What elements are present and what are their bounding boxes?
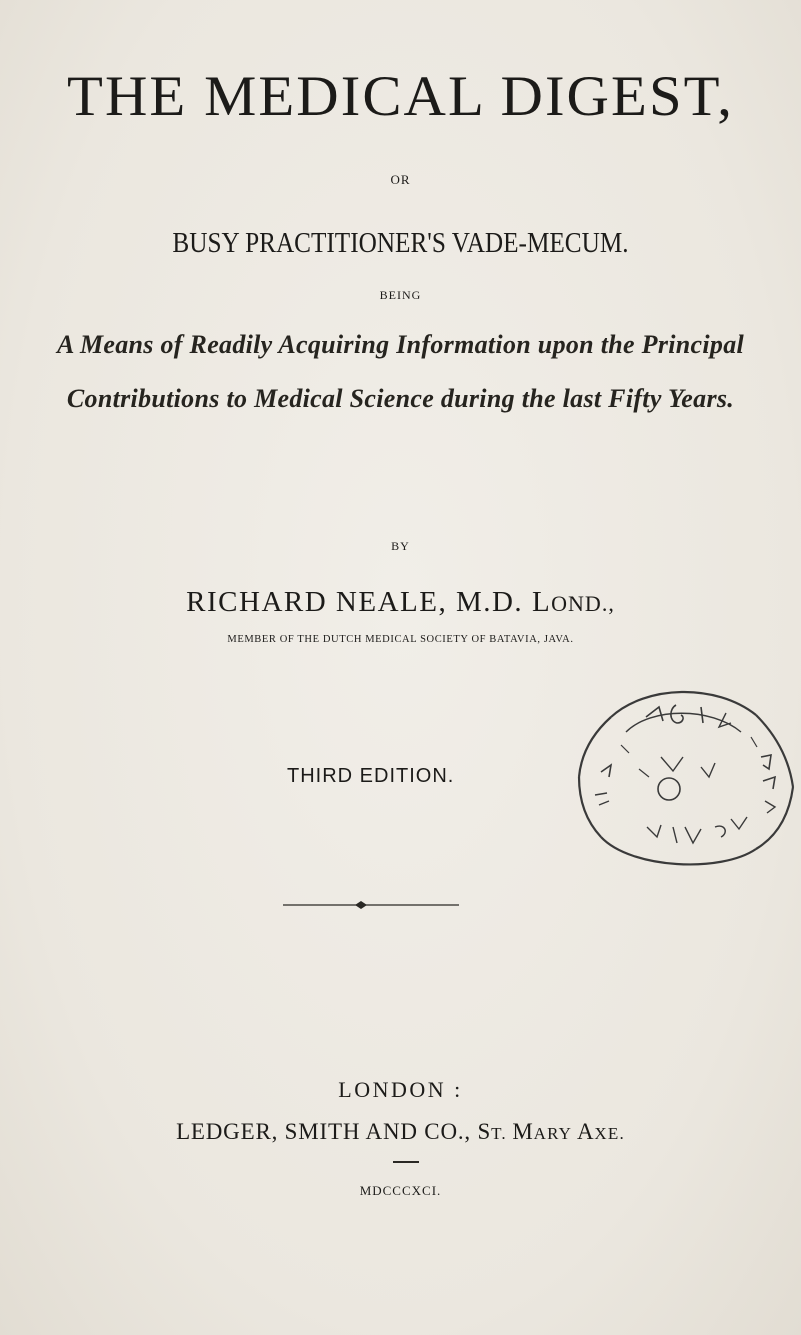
book-subtitle: BUSY PRACTITIONER'S VADE-MECUM.	[172, 227, 629, 259]
st-rest: T.	[491, 1124, 513, 1143]
mary-rest: ARY	[533, 1124, 577, 1143]
author-name: RICHARD NEALE, M.D.	[186, 586, 524, 618]
library-stamp-icon	[551, 677, 799, 877]
publisher-name: LEDGER, SMITH AND CO.,	[176, 1119, 478, 1144]
being-connector: BEING	[379, 288, 422, 302]
imprint-publisher	[0, 1117, 801, 1149]
description-line-1: A Means of Readily Acquiring Information upon the Principal	[56, 330, 745, 359]
book-title: THE MEDICAL DIGEST,	[67, 65, 734, 128]
st-initial: S	[477, 1119, 492, 1144]
imprint-city: LONDON :	[338, 1077, 463, 1102]
author-line	[0, 584, 801, 622]
description-line-2: Contributions to Medical Science during the last Fifty Years.	[66, 384, 735, 413]
mary-initial: M	[512, 1119, 534, 1144]
ornament-rule-icon	[283, 900, 459, 910]
or-connector: OR	[390, 172, 411, 187]
axe-initial: A	[576, 1119, 595, 1144]
by-connector: BY	[391, 539, 410, 553]
author-degree	[532, 586, 615, 618]
edition-label: THIRD EDITION.	[287, 765, 455, 787]
degree-initial: L	[531, 586, 552, 618]
short-divider	[393, 1161, 419, 1163]
degree-rest: OND.,	[551, 591, 615, 616]
axe-rest: XE.	[594, 1124, 625, 1143]
author-affiliation: MEMBER OF THE DUTCH MEDICAL SOCIETY OF BATAVIA, JAVA.	[227, 634, 574, 645]
publication-date: MDCCCXCI.	[359, 1183, 442, 1198]
